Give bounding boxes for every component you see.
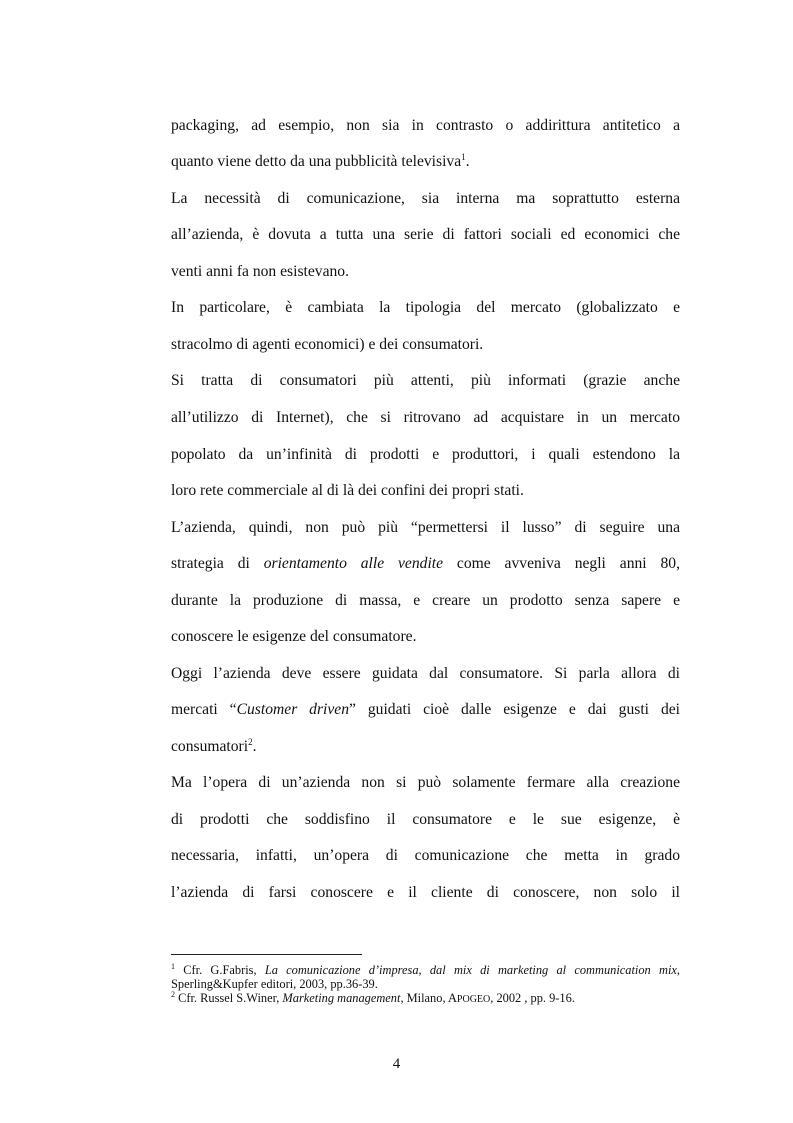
footnote-1-cont: Sperling&Kupfer editori, 2003, pp.36-39. bbox=[171, 977, 378, 991]
body-line: mercati “Customer driven” guidati cioè dalle esigenze e dai gusti dei bbox=[171, 701, 680, 718]
body-line: In particolare, è cambiata la tipologia del mercato (globalizzato e bbox=[171, 299, 680, 316]
body-line: conoscere le esigenze del consumatore. bbox=[171, 628, 417, 645]
footnote-ref-1[interactable]: 1 bbox=[461, 152, 466, 162]
body-line: popolato da un’infinità di prodotti e produttori, i quali estendono la bbox=[171, 446, 680, 463]
page-number: 4 bbox=[392, 1056, 401, 1072]
body-line: quanto viene detto da una pubblicità televisiva$^1$. bbox=[171, 152, 470, 170]
body-line: venti anni fa non esistevano. bbox=[171, 263, 349, 280]
body-line: durante la produzione di massa, e creare un prodotto senza sapere e bbox=[171, 592, 680, 609]
body-line: Si tratta di consumatori più attenti, più informati (grazie anche bbox=[171, 372, 680, 389]
footnote-ref-2[interactable]: 2 bbox=[248, 737, 253, 747]
body-line: L’azienda, quindi, non può più “permettersi il lusso” di seguire una bbox=[171, 519, 680, 536]
body-line: all’azienda, è dovuta a tutta una serie di fattori sociali ed economici che bbox=[171, 226, 680, 243]
footnote-separator bbox=[171, 954, 362, 955]
body-line: Oggi l’azienda deve essere guidata dal consumatore. Si parla allora di bbox=[171, 665, 680, 682]
body-line: necessaria, infatti, un’opera di comunicazione che metta in grado bbox=[171, 847, 680, 864]
emphasis-text: Customer driven bbox=[236, 701, 350, 718]
body-line: consumatori$^2$. bbox=[171, 737, 257, 755]
body-line: l’azienda di farsi conoscere e il cliente di conoscere, non solo il bbox=[171, 884, 680, 901]
emphasis-text: orientamento alle vendite bbox=[263, 555, 444, 572]
body-line: Ma l’opera di un’azienda non si può solamente fermare alla creazione bbox=[171, 774, 680, 791]
footnote-1: $^1$ Cfr. G.Fabris, La comunicazione d’impresa, dal mix di marketing al communication mix, bbox=[171, 962, 681, 977]
body-line: La necessità di comunicazione, sia interna ma soprattutto esterna bbox=[171, 190, 680, 207]
body-line: loro rete commerciale al di là dei confini dei propri stati. bbox=[171, 482, 524, 499]
body-line: stracolmo di agenti economici) e dei consumatori. bbox=[171, 336, 484, 353]
footnote-2: $^2$ Cfr. Russel S.Winer, Marketing management, Milano, APOGEO, 2002 , pp. 9-16. bbox=[171, 990, 575, 1005]
body-line: packaging, ad esempio, non sia in contrasto o addirittura antitetico a bbox=[171, 117, 680, 134]
body-line: all’utilizzo di Internet), che si ritrovano ad acquistare in un mercato bbox=[171, 409, 680, 426]
body-line: di prodotti che soddisfino il consumatore e le sue esigenze, è bbox=[171, 811, 680, 828]
body-line: strategia di orientamento alle vendite come avveniva negli anni 80, bbox=[171, 555, 680, 572]
